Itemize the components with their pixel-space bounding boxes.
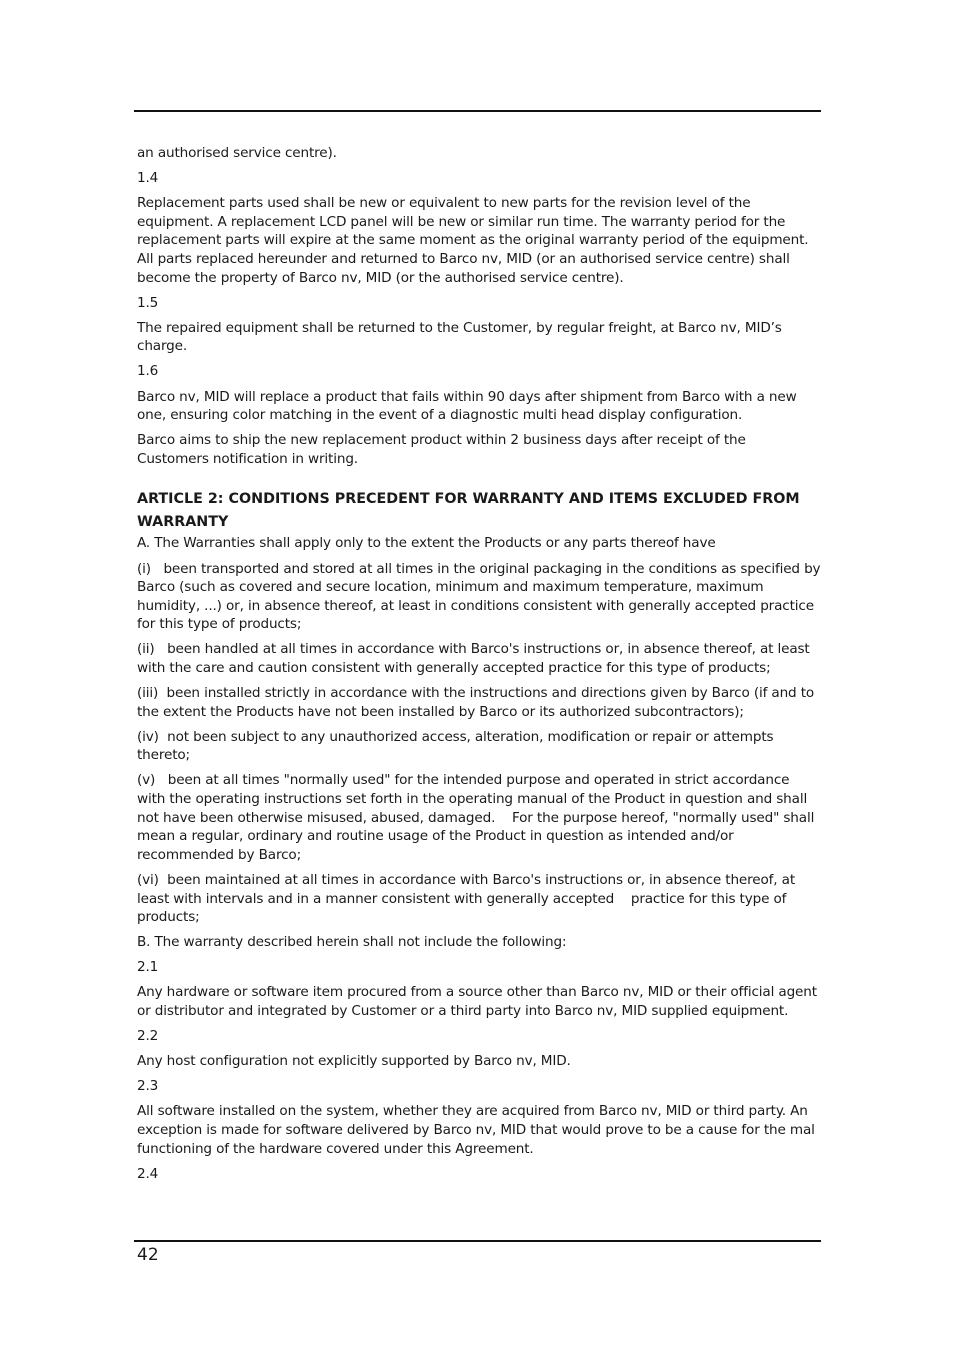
footer-rule xyxy=(134,1240,821,1242)
list-item: (vi) been maintained at all times in accordance with Barco's instructions or, in absence thereof, at least with intervals and in a manner consistent with generally accepted practice for this type of products; xyxy=(137,871,800,926)
list-item: (iv) not been subject to any unauthorized access, alteration, modification or repair or attempts thereto; xyxy=(137,728,778,764)
section-number: 2.3 xyxy=(137,1078,159,1095)
paragraph: Barco aims to ship the new replacement product within 2 business days after receipt of the Customers notification in writing. xyxy=(137,432,746,467)
section-number: 2.1 xyxy=(137,959,159,976)
paragraph: B. The warranty described herein shall not include the following: xyxy=(137,934,567,951)
paragraph: an authorised service centre). xyxy=(137,145,337,161)
list-item: (i) been transported and stored at all times in the original packaging in the conditions as specified by Barco (such as covered and secure location, minimum and maximum temperature, maximum humidity, ...) or, in absence thereof, at least in conditions consistent with generally accepted practice for this type of products; xyxy=(137,560,825,633)
section-number: 1.5 xyxy=(137,294,159,311)
page-number: 42 xyxy=(137,1245,159,1265)
list-item: (v) been at all times "normally used" for the intended purpose and operated in strict accordance with the operating instructions set forth in the operating manual of the Product in question and shall not have been otherwise misused, abused, damaged. For the purpose hereof, "normally used" shall mean a regular, ordinary and routine usage of the Product in question as intended and/or recommended by Barco; xyxy=(137,772,819,863)
section-number: 1.4 xyxy=(137,170,159,187)
section-number: 1.6 xyxy=(137,363,159,380)
paragraph: Any hardware or software item procured from a source other than Barco nv, MID or their official agent or distributor and integrated by Customer or a third party into Barco nv, MID supplied equipment. xyxy=(137,984,817,1019)
section-number: 2.2 xyxy=(137,1028,159,1045)
paragraph: All software installed on the system, whether they are acquired from Barco nv, MID or third party. An exception is made for software delivered by Barco nv, MID that would prove to be a cause for the mal functioning of the hardware covered under this Agreement. xyxy=(137,1103,815,1157)
paragraph: The repaired equipment shall be returned to the Customer, by regular freight, at Barco nv, MID’s charge. xyxy=(137,319,782,355)
paragraph: Replacement parts used shall be new or equivalent to new parts for the revision level of the equipment. A replacement LCD panel will be new or similar run time. The warranty period for the replacement parts will expire at the same moment as the original warranty period of the equipment. All parts replaced hereunder and returned to Barco nv, MID (or an authorised service centre) shall become the property of Barco nv, MID (or the authorised service centre). xyxy=(137,195,809,286)
header-rule xyxy=(134,110,821,112)
section-number: 2.4 xyxy=(137,1165,159,1182)
document-body xyxy=(137,144,825,1190)
paragraph: Any host configuration not explicitly supported by Barco nv, MID. xyxy=(137,1053,571,1070)
list-item: (iii) been installed strictly in accordance with the instructions and directions given by Barco (if and to the extent the Products have not been installed by Barco or its authorized subcontractors); xyxy=(137,685,819,720)
list-item: (ii) been handled at all times in accordance with Barco's instructions or, in absence thereof, at least with the care and caution consistent with generally accepted practice for this type of products; xyxy=(137,641,814,676)
article-heading: ARTICLE 2: CONDITIONS PRECEDENT FOR WARRANTY AND ITEMS EXCLUDED FROM WARRANTY xyxy=(137,491,800,531)
paragraph: Barco nv, MID will replace a product that fails within 90 days after shipment from Barco with a new one, ensuring color matching in the event of a diagnostic multi head display configuration. xyxy=(137,388,797,424)
paragraph: A. The Warranties shall apply only to the extent the Products or any parts thereof have xyxy=(137,535,716,552)
